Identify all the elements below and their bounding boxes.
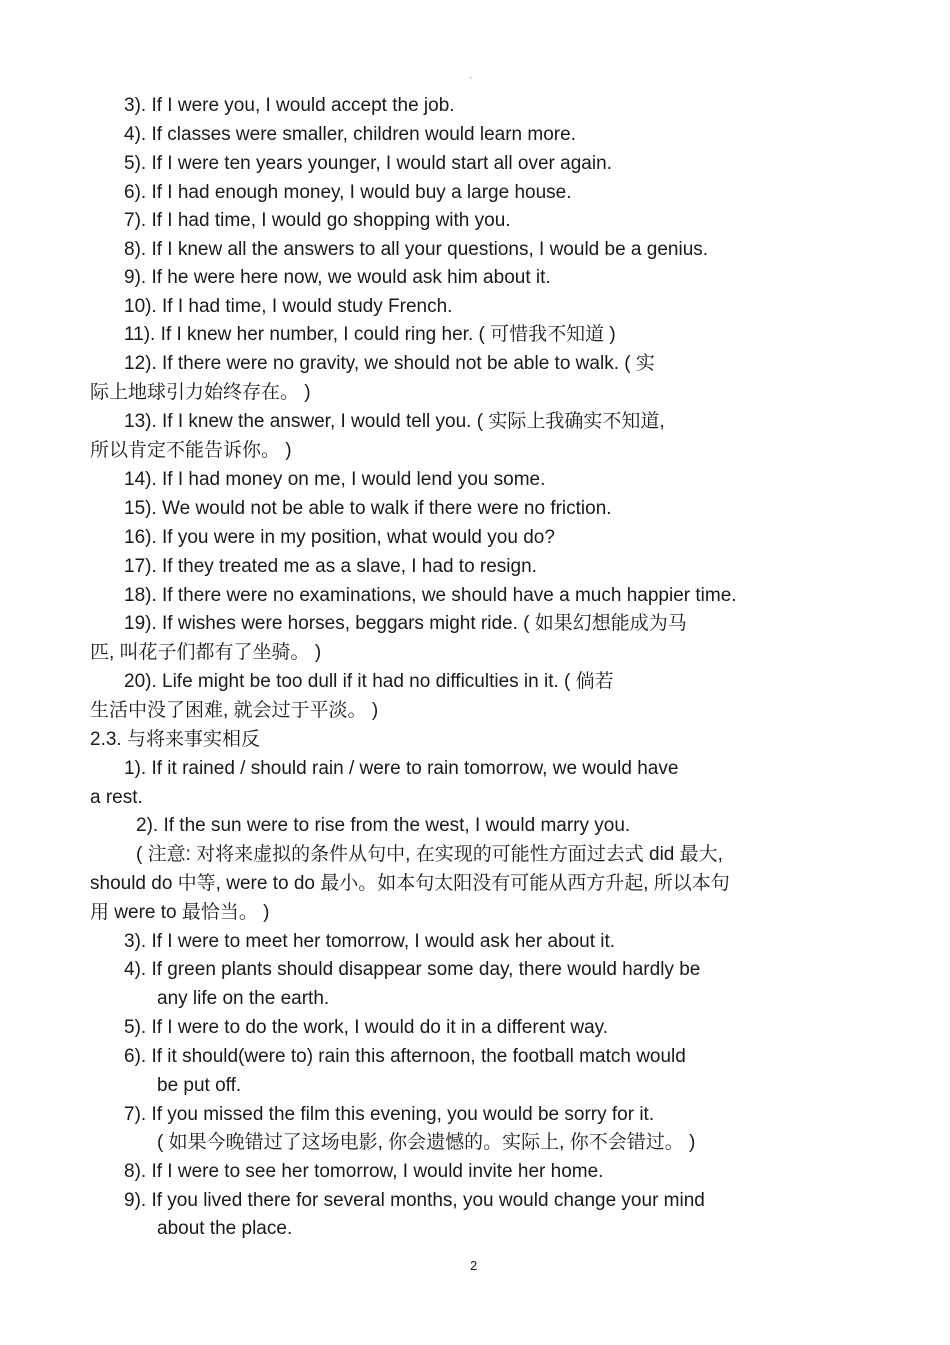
text-line: 际上地球引力始终存在。 ) [90,382,311,403]
section-heading: 2.3. 与将来事实相反 [90,729,260,750]
text-line: 17). If they treated me as a slave, I had to resign. [124,556,537,577]
text-line: 3). If I were you, I would accept the job. [124,95,455,116]
text-line: 生活中没了困难, 就会过于平淡。 ) [90,700,379,721]
text-line: 8). If I knew all the answers to all your questions, I would be a genius. [124,239,709,260]
note-line: ( 注意: 对将来虚拟的条件从句中, 在实现的可能性方面过去式 did 最大, [136,844,723,865]
text-line: 10). If I had time, I would study French. [124,296,453,317]
text-line: 5). If I were ten years younger, I would start all over again. [124,153,612,174]
text-line: 19). If wishes were horses, beggars might ride. ( 如果幻想能成为马 [124,613,687,634]
text-line: 9). If you lived there for several months, you would change your mind [124,1190,705,1211]
text-line: 9). If he were here now, we would ask him about it. [124,267,551,288]
text-line: 5). If I were to do the work, I would do it in a different way. [124,1017,609,1038]
text-line: 18). If there were no examinations, we should have a much happier time. [124,585,737,606]
text-line: 6). If I had enough money, I would buy a large house. [124,182,572,203]
text-line: 11). If I knew her number, I could ring her. ( 可惜我不知道 ) [124,324,616,345]
text-line: 20). Life might be too dull if it had no difficulties in it. ( 倘若 [124,671,614,692]
text-line: a rest. [90,787,143,808]
note-line: should do 中等, were to do 最小。如本句太阳没有可能从西方升起, 所以本句 [90,873,730,894]
text-line: 16). If you were in my position, what would you do? [124,527,555,548]
text-line: 7). If I had time, I would go shopping with you. [124,210,511,231]
text-line: 7). If you missed the film this evening, you would be sorry for it. [124,1104,655,1125]
text-line: 1). If it rained / should rain / were to rain tomorrow, we would have [124,758,679,779]
text-line: 6). If it should(were to) rain this afternoon, the football match would [124,1046,686,1067]
text-line: 4). If green plants should disappear some day, there would hardly be [124,959,701,980]
page-number: 2 [470,1258,478,1273]
text-line: be put off. [157,1075,242,1096]
text-line: any life on the earth. [157,988,330,1009]
text-line: 13). If I knew the answer, I would tell you. ( 实际上我确实不知道, [124,411,665,432]
text-line: 2). If the sun were to rise from the west, I would marry you. [136,815,631,836]
text-line: 4). If classes were smaller, children would learn more. [124,124,576,145]
text-line: 匹, 叫花子们都有了坐骑。 ) [90,642,322,663]
text-line: about the place. [157,1218,293,1239]
text-line: 15). We would not be able to walk if there were no friction. [124,498,612,519]
text-line: 所以肯定不能告诉你。 ) [90,440,292,461]
note-line: 用 were to 最恰当。 ) [90,902,270,923]
header-mark: 。 [469,71,477,80]
note-line: ( 如果今晚错过了这场电影, 你会遗憾的。实际上, 你不会错过。 ) [157,1132,696,1153]
text-line: 8). If I were to see her tomorrow, I would invite her home. [124,1161,604,1182]
text-line: 14). If I had money on me, I would lend you some. [124,469,546,490]
text-line: 3). If I were to meet her tomorrow, I would ask her about it. [124,931,616,952]
text-line: 12). If there were no gravity, we should not be able to walk. ( 实 [124,353,655,374]
